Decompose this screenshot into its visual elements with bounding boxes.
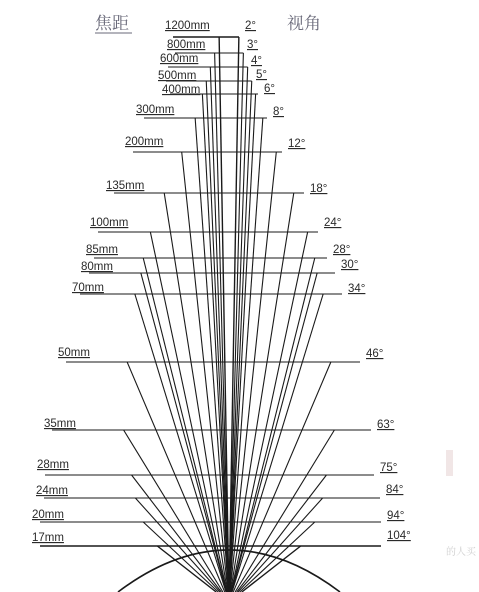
focal-length-label: 50mm: [58, 347, 90, 359]
focal-length-label: 200mm: [125, 136, 164, 148]
wedge-right-edge: [232, 273, 317, 592]
focal-length-label: 17mm: [32, 532, 64, 544]
view-angle-label: 5°: [256, 69, 267, 81]
focal-length-label: 28mm: [37, 459, 69, 471]
view-angle-label: 46°: [366, 348, 384, 360]
focal-length-label: 1200mm: [165, 20, 210, 32]
view-angle-label: 34°: [348, 283, 366, 295]
wedge-left-edge: [143, 522, 218, 592]
wedge-left-edge: [135, 498, 220, 592]
view-angle-label: 63°: [377, 419, 395, 431]
view-angle-label: 12°: [288, 138, 306, 150]
focal-length-label: 600mm: [160, 53, 199, 65]
focal-length-label: 135mm: [106, 180, 145, 192]
view-angle-label: 24°: [324, 217, 342, 229]
wedge-right-edge: [235, 430, 334, 592]
view-angle-label: 4°: [251, 55, 262, 67]
wedge-right-edge: [242, 546, 301, 592]
focal-length-label: 35mm: [44, 418, 76, 430]
view-angle-header: 视角: [287, 14, 321, 34]
focal-length-label: 70mm: [72, 282, 104, 294]
wedge-left-edge: [124, 430, 223, 592]
side-tab-mark: [446, 450, 453, 476]
view-angle-label: 94°: [387, 510, 405, 522]
focal-length-header: 焦距: [95, 14, 129, 34]
focal-length-label: 400mm: [162, 84, 201, 96]
wedge-right-edge: [240, 522, 315, 592]
view-angle-label: 104°: [387, 530, 411, 542]
wedge-left-edge: [141, 273, 226, 592]
focal-length-label: 20mm: [32, 509, 64, 521]
focal-length-label: 500mm: [158, 70, 197, 82]
focal-length-label: 24mm: [36, 485, 68, 497]
wedge-right-edge: [233, 362, 331, 592]
view-angle-label: 8°: [273, 106, 284, 118]
focal-length-label: 100mm: [90, 217, 129, 229]
watermark-text: 的人买: [446, 547, 476, 558]
view-angle-label: 28°: [333, 244, 351, 256]
focal-length-label: 85mm: [86, 244, 118, 256]
wedge-left-edge: [127, 362, 225, 592]
view-angle-label: 84°: [386, 484, 404, 496]
view-angle-label: 75°: [380, 462, 398, 474]
wedge-right-edge: [238, 498, 323, 592]
focal-length-label: 300mm: [136, 104, 175, 116]
view-angle-label: 30°: [341, 259, 359, 271]
view-angle-label: 2°: [245, 20, 256, 32]
diagram-layer: [32, 20, 411, 592]
focal-length-label: 800mm: [167, 39, 206, 51]
wedge-left-edge: [157, 546, 216, 592]
view-angle-label: 3°: [247, 39, 258, 51]
view-angle-label: 18°: [310, 183, 328, 195]
view-angle-label: 6°: [264, 83, 275, 95]
focal-length-label: 80mm: [81, 261, 113, 273]
